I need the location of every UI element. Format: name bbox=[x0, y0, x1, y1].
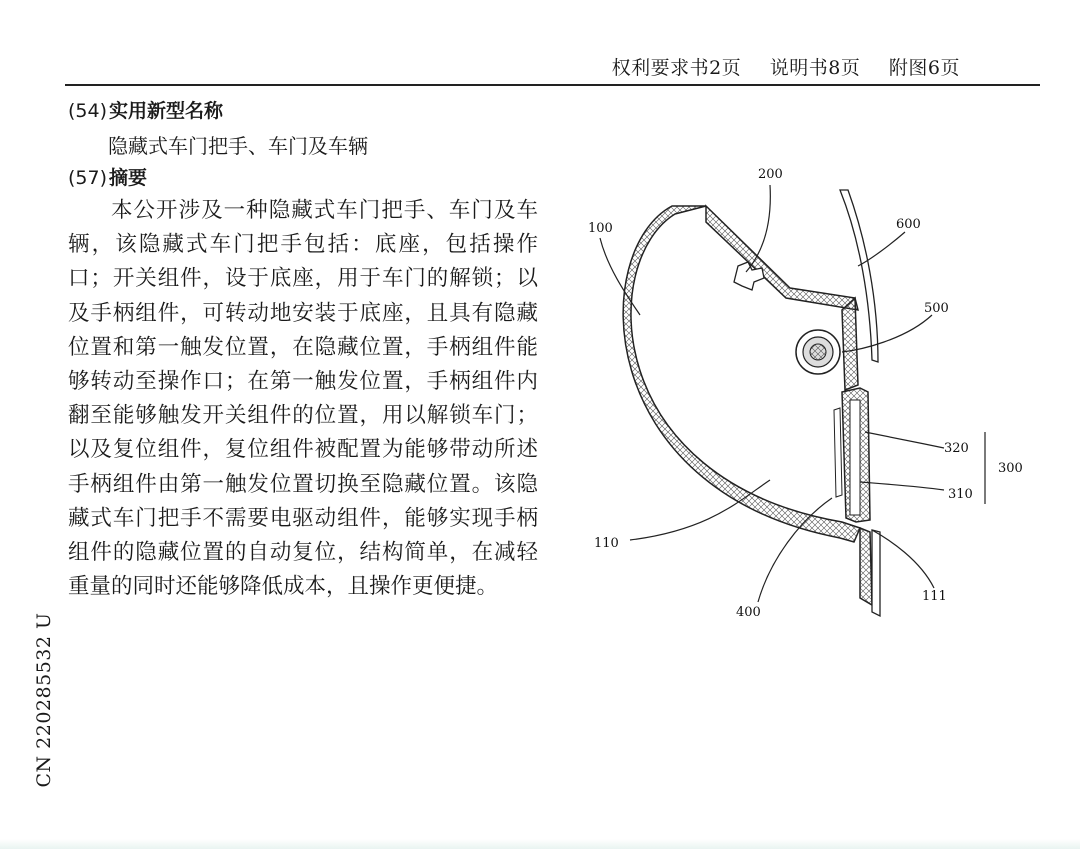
label-600: 600 bbox=[896, 217, 921, 232]
label-110: 110 bbox=[594, 536, 619, 551]
section-number: (54) bbox=[68, 100, 108, 122]
label-320: 320 bbox=[944, 441, 969, 456]
label-500: 500 bbox=[924, 301, 949, 316]
drawing-page-count: 附图6页 bbox=[888, 57, 960, 79]
claims-page-count: 权利要求书2页 bbox=[611, 57, 742, 79]
section-number: (57) bbox=[68, 167, 108, 189]
label-100: 100 bbox=[588, 221, 613, 236]
utility-model-name: 隐藏式车门把手、车门及车辆 bbox=[108, 134, 368, 158]
label-400: 400 bbox=[736, 605, 761, 620]
page-edge bbox=[0, 839, 1080, 849]
handle-assembly bbox=[834, 388, 870, 522]
label-111: 111 bbox=[922, 589, 947, 604]
utility-model-name-heading bbox=[68, 96, 223, 123]
label-300: 300 bbox=[998, 461, 1023, 476]
section-title: 实用新型名称 bbox=[109, 100, 224, 122]
door-panel-lower bbox=[872, 530, 880, 616]
leader-lines bbox=[600, 185, 985, 602]
label-200: 200 bbox=[758, 167, 783, 182]
publication-number-text: CN 220285532 U bbox=[33, 612, 55, 788]
pivot-shaft bbox=[796, 330, 840, 374]
label-310: 310 bbox=[948, 487, 973, 502]
description-page-count: 说明书8页 bbox=[769, 57, 861, 79]
abstract-heading bbox=[68, 163, 147, 190]
header-divider bbox=[65, 84, 1040, 86]
abstract-text: 本公开涉及一种隐藏式车门把手、车门及车辆，该隐藏式车门把手包括：底座，包括操作口；开关组件，设于底座，用于车门的解锁；以及手柄组件，可转动地安装于底座，且具有隐藏位置和第一触发位置，在隐藏位置，手柄组件能够转动至操作口；在第一触发位置，手柄组件内翻至能够触发开关组件的位置，用以解锁车门；以及复位组件，复位组件被配置为能够带动所述手柄组件由第一触发位置切换至隐藏位置。该隐藏式车门把手不需要电驱动组件，能够实现手柄组件的隐藏位置的自动复位，结构简单，在减轻重量的同时还能够降低成本，且操作更便捷。 bbox=[68, 198, 538, 600]
header-page-counts bbox=[590, 53, 960, 80]
patent-drawing bbox=[560, 150, 1060, 620]
publication-number bbox=[14, 612, 74, 788]
section-title: 摘要 bbox=[109, 167, 148, 189]
